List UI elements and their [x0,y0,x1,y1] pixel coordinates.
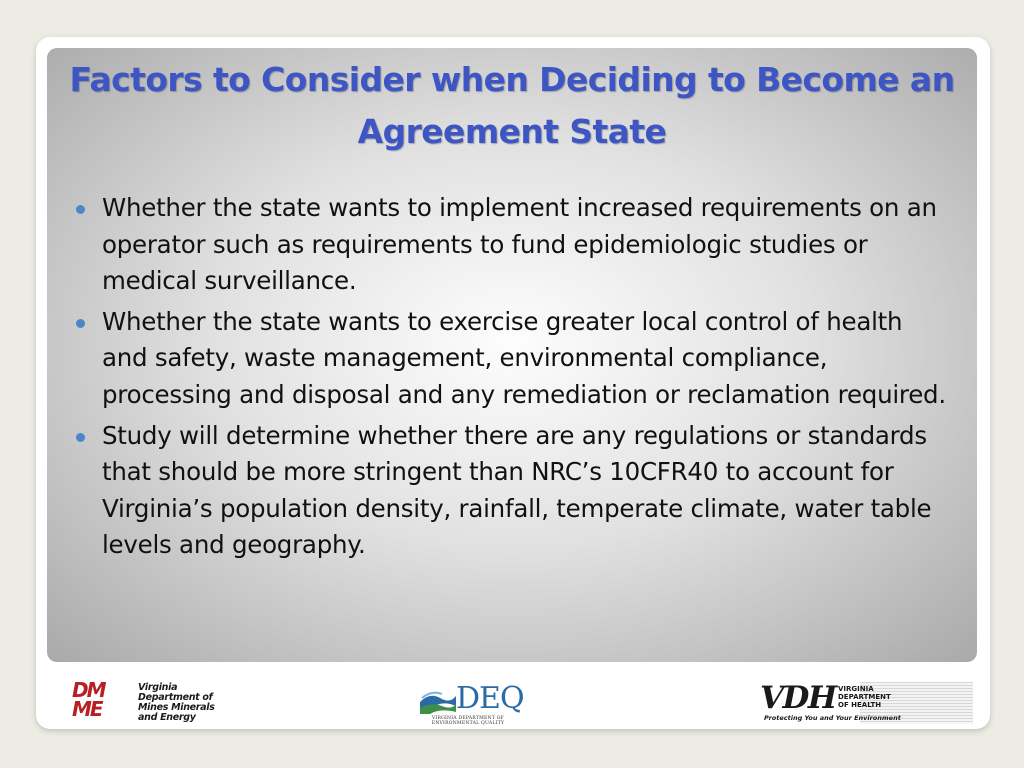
vdh-tagline: Protecting You and Your Environment [764,714,901,722]
dmme-logo-mark [72,678,136,725]
vdh-logo [760,682,975,724]
dmme-text-line: Department of [138,692,213,703]
bullet-text: Whether the state wants to exercise greater local control of health and safety, waste management, environmental compliance, processing and disposal and any remediation or reclamation required. [102,306,946,409]
slide-title: Factors to Consider when Deciding to Become an Agreement State [69,60,955,151]
vdh-side-text [838,685,908,709]
deq-subtitle-line: VIRGINIA DEPARTMENT OF [431,716,505,721]
bullet-marker [76,205,85,214]
deq-landscape-icon [420,686,456,716]
deq-subtitle-line: ENVIRONMENTAL QUALITY [431,721,505,726]
dmme-logo-text [138,683,218,723]
dmme-text-line: Mines Minerals [138,702,215,713]
vdh-side-line: DEPARTMENT [838,693,891,701]
vdh-side-line: VIRGINIA [838,685,874,693]
bullet-list [74,190,954,568]
bullet-item [74,418,954,564]
bullet-item [74,190,954,300]
dmme-text-line: and Energy [138,712,196,723]
deq-subtitle [420,716,516,726]
vdh-side-line: OF HEALTH [838,701,882,709]
vdh-wordmark: VDH [760,680,836,716]
bullet-text: Whether the state wants to implement increased requirements on an operator such as requirements to fund epidemiologic studies or medical surveillance. [102,193,937,296]
dmme-logo [72,678,215,725]
deq-wordmark: DEQ [456,681,524,716]
bullet-marker [76,433,85,442]
dmme-text-line: Virginia [138,682,178,693]
bullet-text: Study will determine whether there are any regulations or standards that should be more stringent than NRC’s 10CFR40 to account for Virginia’s population density, rainfall, temperate climate, water table levels and geography. [102,420,932,560]
bullet-item [74,304,954,414]
deq-logo [420,681,524,726]
dmme-mark-top: DM [72,678,105,702]
dmme-mark-bottom: ME [72,697,102,721]
bullet-marker [76,319,85,328]
